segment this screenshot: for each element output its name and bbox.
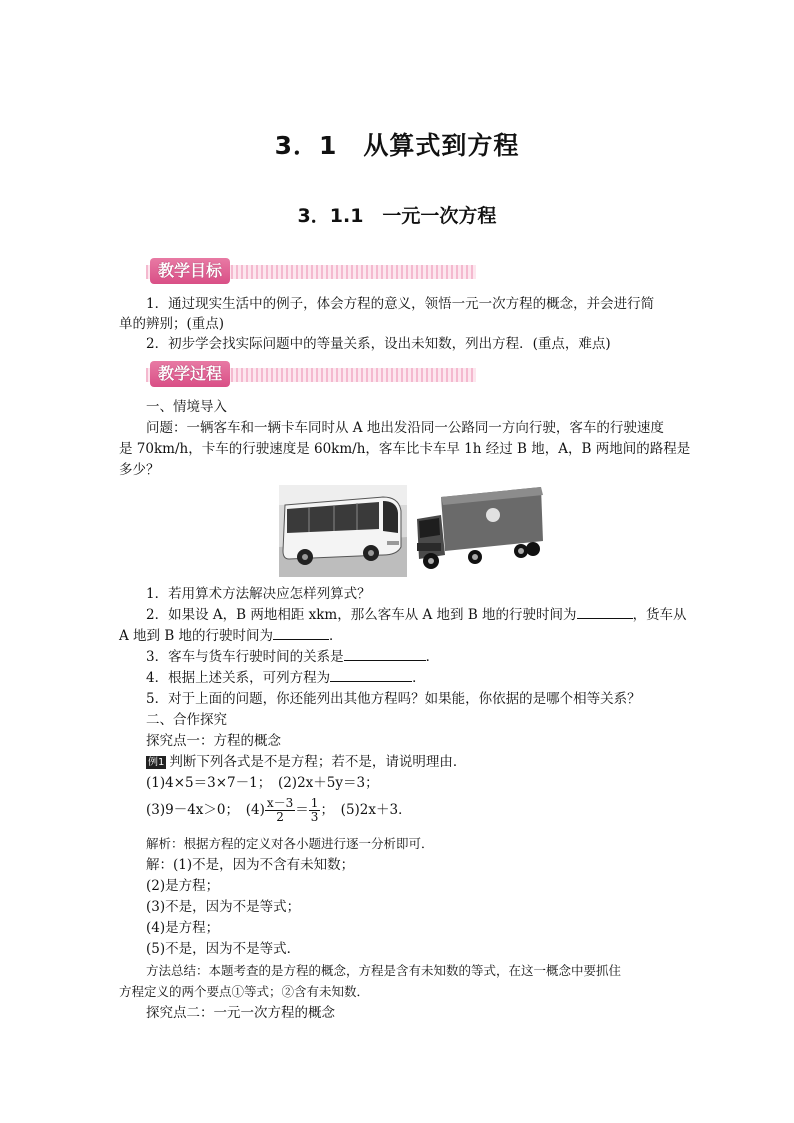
question-4 — [146, 668, 426, 688]
q2-text-tail: ，货车从 — [632, 607, 687, 623]
fraction-left — [265, 797, 295, 824]
example-1 — [146, 752, 466, 772]
example-text: 判断下列各式是不是方程；若不是，请说明理由． — [169, 754, 467, 770]
method-summary: 方法总结：本题考查的是方程的概念，方程是含有未知数的等式，在这一概念中要抓住 — [146, 963, 622, 978]
fraction-denominator: 3 — [310, 810, 319, 824]
answer-blank — [344, 647, 426, 661]
question-2-cont — [119, 626, 343, 646]
problem-line-3: 多少？ — [119, 462, 160, 478]
bus-photo — [279, 485, 407, 577]
analysis: 解析：根据方程的定义对各小题进行逐一分析即可． — [146, 836, 434, 851]
question-3 — [146, 647, 439, 667]
q2-text: 2．如果设 A，B 两地相距 xkm，那么客车从 A 地到 B 地的行驶时间为 — [146, 607, 577, 623]
chapter-title: 3．1 从算式到方程 — [274, 131, 520, 160]
solution-3: (3)不是，因为不是等式； — [146, 899, 301, 915]
objectives-banner — [146, 258, 476, 284]
fraction-numerator: 1 — [310, 796, 319, 810]
answer-blank — [273, 626, 329, 640]
objective-2: 2．初步学会找实际问题中的等量关系，设出未知数，列出方程．(重点，难点) — [146, 336, 611, 352]
q3-text: 3．客车与货车行驶时间的关系是 — [146, 649, 344, 665]
fraction-right — [309, 797, 321, 824]
truck-photo — [411, 485, 545, 577]
problem-line-2: 是 70km/h，卡车的行驶速度是 60km/h，客车比卡车早 1h 经过 B 地，A，B 两地间的路程是 — [119, 441, 691, 457]
process-banner-label: 教学过程 — [150, 361, 230, 387]
section-title: 3．1.1 一元一次方程 — [297, 205, 497, 227]
explore-point-1: 探究点一：方程的概念 — [146, 733, 281, 749]
q2-cont-text: A 地到 B 地的行驶时间为 — [119, 628, 274, 644]
answer-blank — [577, 605, 633, 619]
question-2 — [146, 605, 687, 625]
method-summary-cont: 方程定义的两个要点①等式；②含有未知数． — [119, 984, 370, 999]
fraction-denominator: 2 — [276, 810, 284, 824]
process-banner — [146, 361, 476, 387]
objectives-banner-label: 教学目标 — [150, 258, 230, 284]
solution-2: (2)是方程； — [146, 878, 220, 894]
example-tag: 例1 — [148, 757, 165, 768]
q4-text: 4．根据上述关系，可列方程为 — [146, 670, 331, 686]
q4-tail: ． — [412, 670, 426, 686]
equals-sign: ＝ — [295, 802, 309, 818]
example-items-1-2: (1)4×5＝3×7－1； (2)2x＋5y＝3； — [146, 775, 379, 791]
item-5: ； (5)2x＋3． — [320, 802, 412, 818]
solution-4: (4)是方程； — [146, 920, 220, 936]
problem-line-1: 问题：一辆客车和一辆卡车同时从 A 地出发沿同一公路同一方向行驶，客车的行驶速度 — [146, 420, 664, 436]
solution-1: 解：(1)不是，因为不含有未知数； — [146, 857, 355, 873]
q3-tail: ． — [425, 649, 440, 665]
intro-heading: 一、情境导入 — [146, 399, 227, 415]
answer-blank — [330, 668, 412, 682]
q2-cont-tail: ． — [329, 628, 343, 644]
example-items-3-5 — [146, 796, 412, 824]
objective-1: 1．通过现实生活中的例子，体会方程的意义，领悟一元一次方程的概念，并会进行简 — [146, 296, 655, 312]
question-5: 5．对于上面的问题，你还能列出其他方程吗？如果能，你依据的是哪个相等关系？ — [146, 691, 641, 707]
explore-point-2: 探究点二：一元一次方程的概念 — [146, 1005, 335, 1021]
solution-5: (5)不是，因为不是等式． — [146, 941, 301, 957]
objective-1-cont: 单的辨别；(重点) — [119, 316, 225, 332]
explore-heading: 二、合作探究 — [146, 712, 227, 728]
fraction-numerator: x－3 — [266, 796, 294, 810]
question-1: 1．若用算术方法解决应怎样列算式？ — [146, 586, 371, 602]
item-3: (3)9－4x＞0； (4) — [146, 802, 265, 818]
